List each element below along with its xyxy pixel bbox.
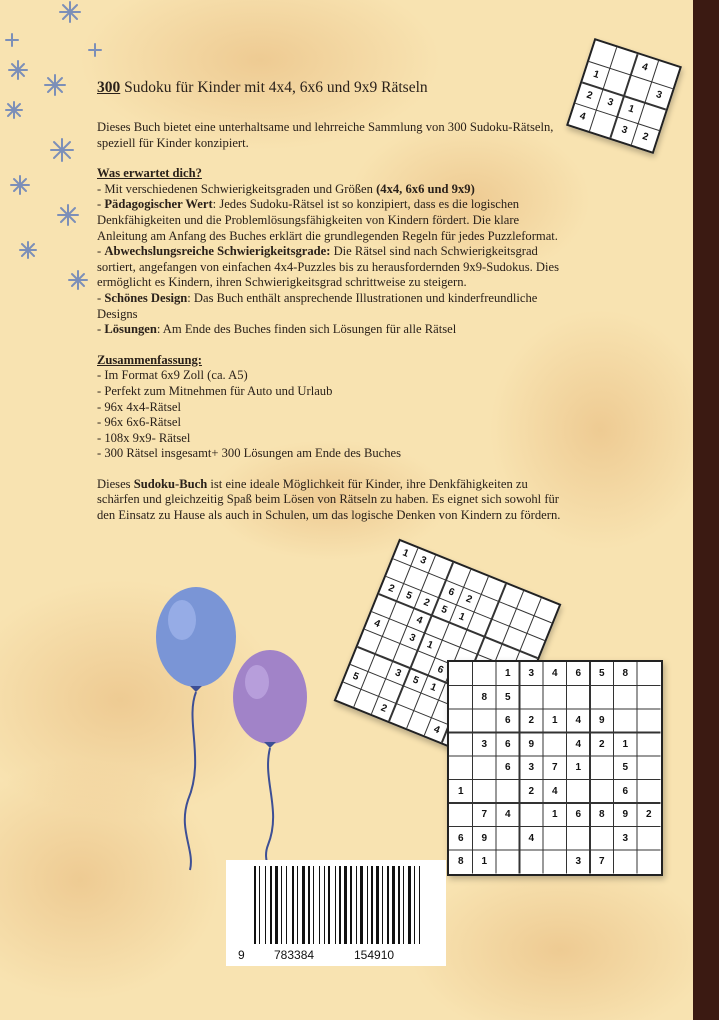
grid-cell: 5 [504,691,511,703]
grid-cell: 1 [622,738,629,750]
barcode-bar [335,866,336,944]
barcode-bar [344,866,347,944]
grid-cell: 4 [504,809,511,820]
barcode-bar [275,866,278,944]
barcode-digit-group2: 154910 [354,948,395,962]
grid-cell: 8 [598,809,605,820]
grid-cell: 1 [626,103,636,116]
grid-cell: 3 [575,856,582,867]
grid-cell: 6 [504,762,511,773]
barcode-bar [286,866,287,944]
grid-cell: 2 [585,89,594,102]
expect-item: - Mit verschiedenen Schwierigkeitsgraden und Größen (4x4, 6x6 und 9x9) [97,181,475,196]
summary-heading: Zusammenfassung: [97,352,202,367]
grid-cell: 5 [404,589,414,603]
grid-cell: 6 [504,715,511,726]
barcode-bar [259,866,260,944]
expect-item: - Schönes Design: Das Buch enthält ansprechende Illustrationen und kinderfreundliche Designs [97,290,538,321]
grid-cell: 2 [528,715,535,726]
barcode-bar [324,866,325,944]
expect-heading: Was erwartet dich? [97,166,202,181]
grid-cell: 1 [575,762,582,773]
barcode-bar [371,866,373,944]
grid-cell: 5 [411,674,421,687]
barcode-bar [339,866,341,944]
grid-cell: 2 [379,702,389,715]
summary-item: - 300 Rätsel insgesamt+ 300 Lösungen am Ende des Buches [97,446,402,461]
barcode-bar [408,866,411,944]
grid-cell: 4 [551,785,558,797]
grid-cell: 3 [622,832,629,844]
grid-cell: 3 [605,96,615,109]
grid-cell: 9 [598,715,605,726]
grid-cell: 3 [654,89,664,102]
grid-cell: 1 [428,681,438,694]
grid-cell: 4 [575,715,582,726]
grid-cell: 1 [457,785,464,797]
barcode-bar [281,866,282,944]
grid-cell: 9 [528,738,535,750]
isbn-barcode [226,860,446,966]
grid-cell: 6 [457,832,464,844]
expect-item: - Pädagogischer Wert: Jedes Sudoku-Rätsel ist so konzipiert, dass es die logischen Denkfähigkeiten und die Problemlösungsfähigkeiten von Kindern fördert. Die klare Anleitung am Anfang des Buches erklärt die grundlegenden Regeln für jedes Puzzleformat. [97,197,558,243]
summary-item: - 96x 6x6-Rätsel [97,415,181,430]
summary-list [97,368,567,462]
title-rest: Sudoku für Kinder mit 4x4, 6x6 und 9x9 Rätseln [120,79,428,96]
grid-cell: 3 [528,668,535,679]
summary-item: - Im Format 6x9 Zoll (ca. A5) [97,368,248,383]
barcode-bar [254,866,256,944]
summary-item: - 108x 9x9- Rätsel [97,430,191,445]
barcode-bar [414,866,415,944]
intro-paragraph: Dieses Buch bietet eine unterhaltsame und lehrreiche Sammlung von 300 Sudoku-Rätseln, speziell für Kinder konzipiert. [97,120,554,150]
barcode-bar [313,866,314,944]
grid-cell: 6 [435,663,446,677]
closing-paragraph: Dieses Sudoku-Buch ist eine ideale Möglichkeit für Kinder, ihre Denkfähigkeiten zu schärfen und gleichzeitig Spaß beim Lösen von Rätseln zu haben. Es eignet sich sowohl für den Einsatz zu Hause als auch in Schulen, um das logische Denken von Kindern zu fördern. [97,476,561,523]
grid-cell: 5 [439,604,449,617]
barcode-bar [350,866,352,944]
barcode-bar [265,866,266,944]
grid-cell: 1 [425,639,435,652]
grid-cell: 4 [432,723,442,737]
grid-cell: 1 [551,715,558,726]
grid-cell: 3 [393,667,403,680]
grid-cell: 1 [551,809,558,820]
expect-item: - Lösungen: Am Ende des Buches finden sich Lösungen für alle Rätsel [97,322,457,337]
grid-cell: 7 [598,856,605,867]
grid-cell: 1 [457,611,467,624]
summary-item: - Perfekt zum Mitnehmen für Auto und Urlaub [97,383,333,398]
grid-cell: 7 [551,762,558,773]
grid-cell: 6 [504,738,511,750]
grid-cell: 1 [591,68,601,81]
barcode-bar [360,866,363,944]
grid-cell: 3 [418,554,428,567]
barcode-bar [270,866,272,944]
summary-item: - 96x 4x4-Rätsel [97,399,181,414]
grid-cell: 6 [575,668,582,679]
title-number: 300 [97,79,121,96]
grid-cell: 3 [528,762,535,773]
grid-cell: 3 [407,632,417,645]
grid-cell: 5 [622,762,629,773]
grid-cell: 2 [421,596,432,610]
barcode-bar [297,866,298,944]
grid-cell: 4 [551,668,558,679]
grid-cell: 2 [645,809,652,820]
grid-cell: 3 [620,124,629,137]
grid-cell: 8 [481,691,488,703]
grid-cell: 2 [528,785,535,797]
grid-cell: 1 [400,547,411,560]
grid-cell: 9 [622,809,629,820]
barcode-bar [382,866,383,944]
barcode-bar [308,866,310,944]
barcode-bar [319,866,320,944]
grid-cell: 4 [528,832,535,844]
grid-cell: 8 [622,668,629,679]
barcode-bar [328,866,330,944]
book-spine [693,0,719,1020]
barcode-digit-group1: 783384 [274,948,315,962]
grid-cell: 2 [640,131,650,144]
barcode-bars [226,860,446,966]
barcode-digit-prefix: 9 [238,948,245,962]
barcode-bar [356,866,357,944]
grid-cell: 7 [481,809,488,820]
page-title [97,78,567,98]
grid-cell: 1 [504,668,511,679]
grid-cell: 4 [372,617,382,631]
grid-cell: 2 [598,738,605,750]
grid-cell: 2 [464,593,474,606]
grid-cell: 6 [622,785,629,797]
barcode-bar [387,866,389,944]
barcode-bar [419,866,420,944]
grid-cell: 9 [481,832,488,844]
barcode-bar [367,866,368,944]
grid-cell: 4 [414,614,425,627]
grid-cell: 6 [446,586,456,599]
grid-cell: 2 [386,582,396,595]
grid-cell: 4 [578,110,587,123]
barcode-bar [403,866,404,944]
barcode-bar [392,866,395,944]
barcode-bar [302,866,305,944]
barcode-bar [292,866,294,944]
grid-cell: 5 [351,670,361,684]
grid-cell: 4 [640,61,650,74]
grid-cell: 4 [575,738,582,750]
grid-cell: 1 [481,856,488,867]
grid-cell: 8 [457,856,464,867]
expect-list [97,182,567,338]
sudoku-9x9-grid [447,660,663,876]
grid-cell: 6 [575,809,582,820]
barcode-bar [376,866,379,944]
barcode-bar [398,866,400,944]
expect-item: - Abwechslungsreiche Schwierigkeitsgrade: Die Rätsel sind nach Schwierigkeitsgrad sortiert, angefangen von einfachen 4x4-Puzzles bis zu herausfordernden 9x9-Sudokus. Dies ermöglicht es Kindern, ihren Schwierigkeitsgrad schrittweise zu steigern. [97,244,559,290]
grid-cell: 5 [598,668,605,679]
grid-cell: 3 [481,738,488,750]
description-text [97,78,567,524]
